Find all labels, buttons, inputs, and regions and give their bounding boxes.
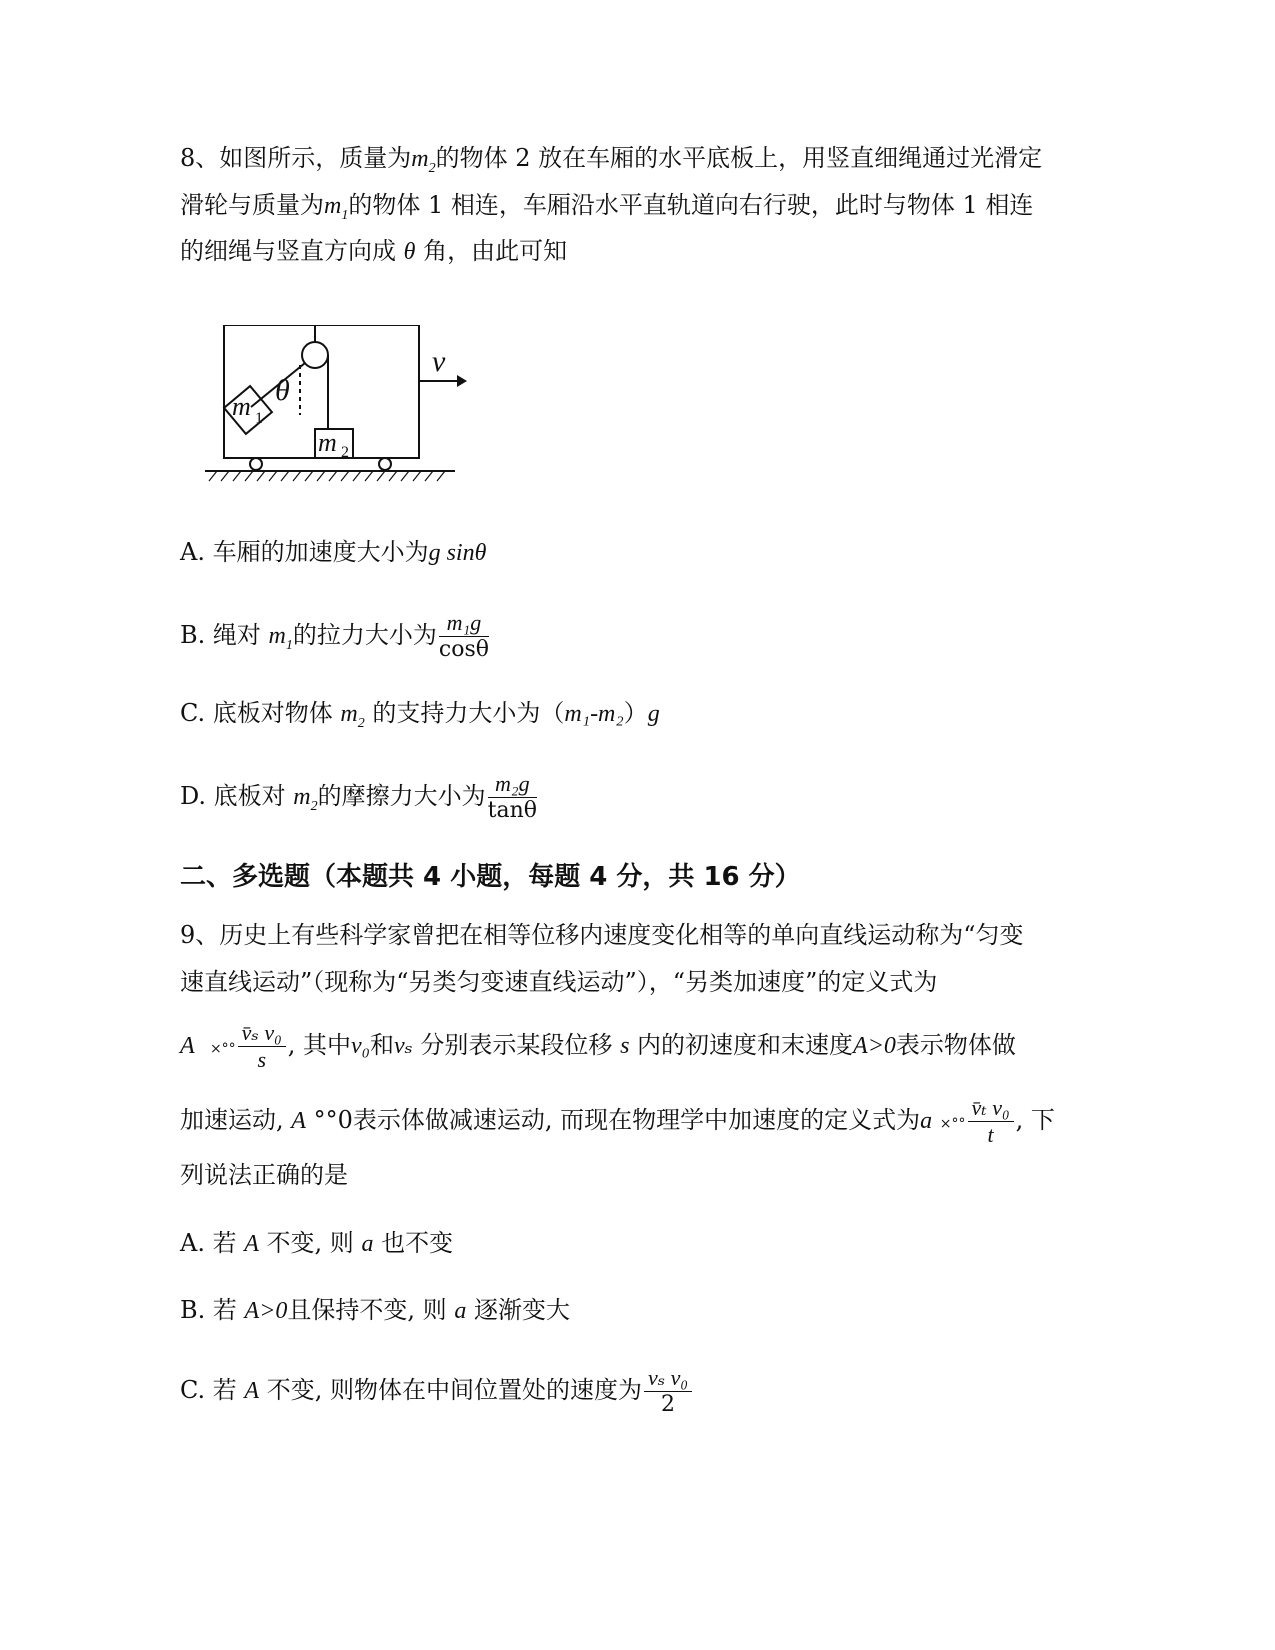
q8-line-3 — [180, 236, 567, 267]
option-c-expr: m₁-m₂ — [564, 701, 624, 727]
def-glyph: ×°° — [209, 1041, 236, 1057]
option-a-text: 也不变 — [381, 1229, 454, 1257]
q8-text: 的物体 1 相连，车厢沿水平直轨道向右行驶，此时与物体 1 相连 — [348, 191, 1034, 219]
cart-pulley-figure — [205, 325, 475, 494]
q8-text: 8、如图所示，质量为 — [180, 144, 412, 172]
option-c-text: C. 底板对物体 — [180, 699, 333, 727]
pulley — [302, 342, 328, 368]
symbol-a: a — [361, 1231, 374, 1257]
velocity-arrowhead — [457, 375, 467, 387]
q9-line-4 — [180, 1090, 1055, 1154]
option-a-expr: g sinθ — [428, 540, 487, 566]
q9-text: , 其中 — [287, 1031, 352, 1059]
wheel-right — [379, 458, 391, 470]
def-glyph: ×°° — [939, 1116, 966, 1132]
ground-hatching — [209, 471, 445, 481]
symbol-vs: vₛ — [394, 1033, 413, 1059]
label-m2-sub: 2 — [341, 444, 349, 461]
option-c-fraction: $\frac{\text{vₛ v₀}}{2}$ — [644, 1365, 692, 1418]
option-b-text: B. 绳对 — [180, 621, 261, 649]
q9-text: 内的初速度和末速度 — [637, 1031, 854, 1059]
symbol-v0: v₀ — [351, 1033, 371, 1059]
option-b-text: 的拉力大小为 — [292, 621, 437, 649]
option-a-text: A. 若 — [180, 1229, 237, 1257]
q9-text: 表示物体做 — [895, 1031, 1016, 1059]
q8-text: 角，由此可知 — [423, 237, 568, 265]
symbol-a: a — [454, 1298, 467, 1324]
q9-option-c — [180, 1360, 694, 1421]
option-b-text: 且保持不变, 则 — [287, 1296, 447, 1324]
q9-option-a — [180, 1228, 453, 1259]
option-b-mass: $m_1$ — [268, 623, 293, 653]
option-d-fraction: $\frac{\text{m₂g}}{\tan\theta}$ — [487, 771, 538, 823]
label-theta: θ — [275, 374, 290, 407]
symbol-s: s — [620, 1033, 630, 1059]
option-b-text: 逐渐变大 — [473, 1296, 570, 1324]
option-d-text: 的摩擦力大小为 — [317, 782, 486, 810]
section-heading: 二、多选题（本题共 4 小题，每题 4 分，共 16 分） — [180, 862, 801, 892]
q8-option-d — [180, 766, 539, 837]
q8-text: 的物体 2 放在车厢的水平底板上，用竖直细绳通过光滑定 — [435, 144, 1043, 172]
q8-line-2 — [180, 190, 1033, 231]
expr-A-gt-0: A>0 — [853, 1033, 896, 1059]
symbol-A: A — [291, 1108, 306, 1134]
option-c-mass: $m_2$ — [340, 701, 365, 731]
option-d-mass: $m_2$ — [293, 784, 318, 814]
symbol-A: A — [244, 1231, 259, 1257]
expr-A-lt-0: °°0 — [313, 1106, 353, 1134]
cart-diagram — [205, 325, 475, 490]
label-m1: m — [232, 392, 251, 421]
q9-line-2: 速直线运动”（现称为“另类匀变速直线运动”），“另类加速度”的定义式为 — [180, 968, 938, 996]
q8-text: 的细绳与竖直方向成 — [180, 237, 396, 265]
q8-option-a — [180, 537, 486, 568]
q8-line-1 — [180, 143, 1042, 184]
option-a-text: 不变, 则 — [266, 1229, 354, 1257]
option-c-g: g — [647, 701, 660, 727]
option-b-fraction: $\frac{\text{m₁g}}{\cos\theta}$ — [438, 610, 489, 662]
option-a-text: A. 车厢的加速度大小为 — [180, 538, 429, 566]
option-c-text: 不变, 则物体在中间位置处的速度为 — [266, 1376, 642, 1404]
label-v: v — [432, 345, 446, 378]
theta-symbol: θ — [403, 239, 416, 265]
label-m1-sub: 1 — [255, 410, 263, 427]
label-m2: m — [318, 428, 337, 457]
q9-line-1: 9、历史上有些科学家曾把在相等位移内速度变化相等的单向直线运动称为“匀变 — [180, 921, 1024, 949]
q9-line-5: 列说法正确的是 — [180, 1161, 348, 1189]
q9-text: , 下 — [1015, 1106, 1055, 1134]
expr-A-gt-0: A>0 — [244, 1298, 288, 1324]
option-c-text: 的支持力大小为（ — [372, 699, 565, 727]
wheel-left — [250, 458, 262, 470]
symbol-A: A — [244, 1378, 260, 1404]
option-c-text: ） — [623, 699, 648, 727]
q8-text: 滑轮与质量为 — [180, 191, 324, 219]
option-b-text: B. 若 — [180, 1296, 237, 1324]
q8-option-b — [180, 605, 491, 676]
q9-text: 加速运动, — [180, 1106, 284, 1134]
option-d-text: D. 底板对 — [180, 782, 286, 810]
q9-option-b — [180, 1295, 570, 1326]
option-c-text: C. 若 — [180, 1376, 237, 1404]
q9-text: 分别表示某段位移 — [420, 1031, 613, 1059]
q9-line-3 — [180, 1015, 1016, 1079]
symbol-A: A — [180, 1033, 195, 1059]
symbol-a: a — [920, 1108, 933, 1134]
def-A-fraction: $\frac{\text{v̄ₛ v₀}}{s}$ — [238, 1020, 286, 1073]
mass-m1: $m_1$ — [324, 193, 349, 223]
q8-option-c — [180, 698, 660, 739]
q9-text: 表示体做减速运动, 而现在物理学中加速度的定义式为 — [352, 1106, 921, 1134]
q9-text: 和 — [370, 1031, 395, 1059]
def-a-fraction: $\frac{\text{v̄ₜ v₀}}{t}$ — [968, 1095, 1014, 1148]
mass-m2: $m_2$ — [411, 146, 436, 176]
